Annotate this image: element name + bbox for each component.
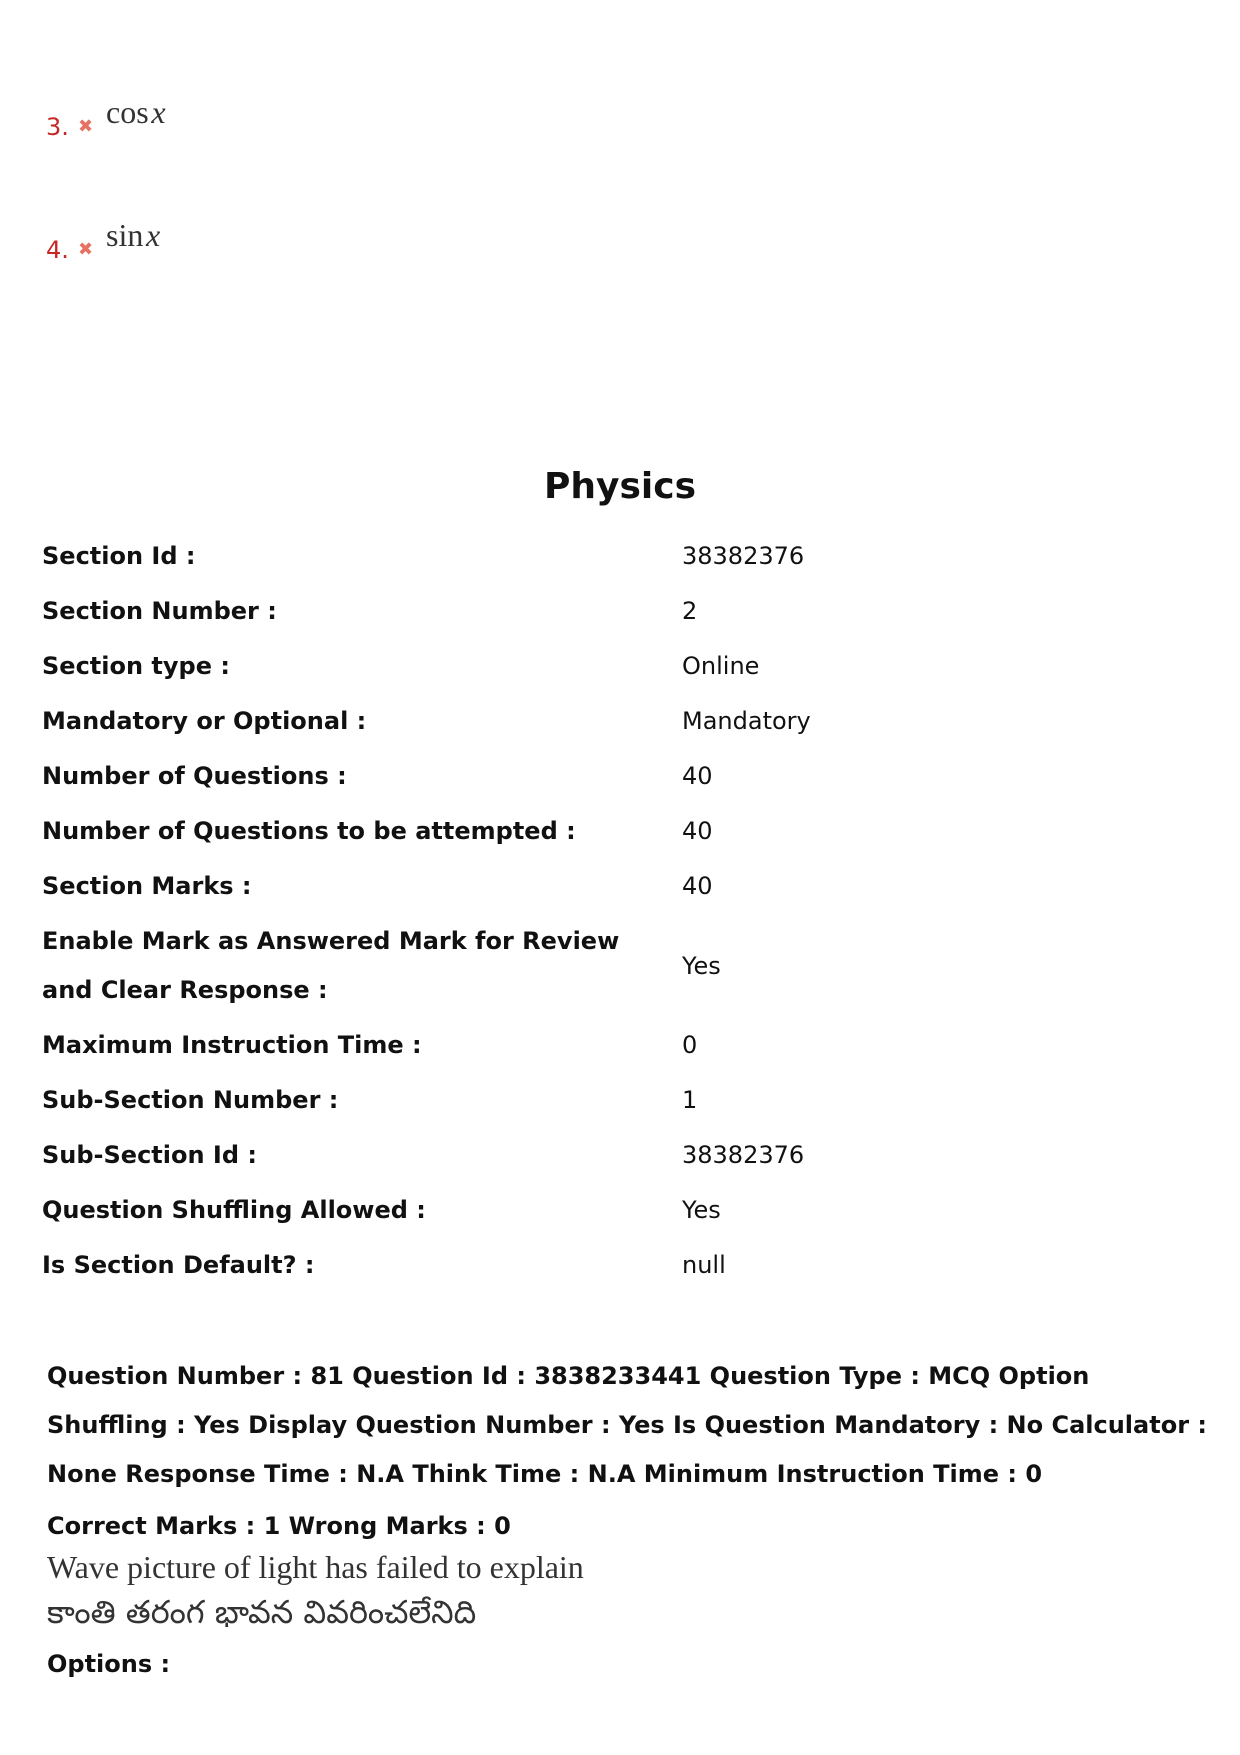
info-value: 38382376 <box>682 542 805 570</box>
info-value: 40 <box>682 817 713 845</box>
info-label: Section Number : <box>42 597 277 625</box>
section-info-row <box>42 914 1202 1018</box>
math-variable: x <box>151 94 166 130</box>
info-label: Section type : <box>42 652 230 680</box>
info-label: Question Shuffling Allowed : <box>42 1196 426 1224</box>
math-variable: x <box>146 217 161 253</box>
info-label: Mandatory or Optional : <box>42 707 367 735</box>
section-info-row <box>42 1183 1202 1238</box>
question-text-english: Wave picture of light has failed to explain <box>47 1549 584 1585</box>
wrong-mark-icon: ✖ <box>78 116 94 137</box>
option-4 <box>46 217 161 264</box>
info-label: Maximum Instruction Time : <box>42 1031 422 1059</box>
option-3 <box>46 94 166 141</box>
option-number: 4. <box>46 236 69 264</box>
info-value: 0 <box>682 1031 698 1059</box>
math-function: cos <box>106 94 149 130</box>
section-info-row <box>42 694 1202 749</box>
option-expression <box>106 217 160 254</box>
section-info-row <box>42 639 1202 694</box>
section-info-row <box>42 804 1202 859</box>
info-label: Sub-Section Id : <box>42 1141 257 1169</box>
section-info-row <box>42 1018 1202 1073</box>
info-label: Section Id : <box>42 542 196 570</box>
info-label: Number of Questions to be attempted : <box>42 817 576 845</box>
info-value: Online <box>682 652 760 680</box>
option-expression <box>106 94 166 131</box>
info-label: Number of Questions : <box>42 762 347 790</box>
section-info-row <box>42 1128 1202 1183</box>
info-value: 40 <box>682 762 713 790</box>
info-value: Yes <box>682 1196 721 1224</box>
info-value: 38382376 <box>682 1141 805 1169</box>
info-label: Is Section Default? : <box>42 1251 315 1279</box>
section-title: Physics <box>543 466 696 507</box>
section-info-row <box>42 859 1202 914</box>
section-info-row <box>42 1238 1202 1293</box>
question-header: Question Number : 81 Question Id : 3838233441 Question Type : MCQ Option Shuffling : Yes Display Question Number : Yes Is Question Mandatory : No Calculator : None Response Time : N.A Think Time : N.A Minimum Instruction Time : 0 <box>47 1362 1207 1488</box>
info-label: Sub-Section Number : <box>42 1086 339 1114</box>
question-text-telugu: కాంతి తరంగ భావన వివరించలేనిది <box>47 1593 477 1631</box>
question-block <box>47 1352 1207 1689</box>
info-label: Enable Mark as Answered Mark for Review and Clear Response : <box>42 927 620 1004</box>
section-info-row <box>42 584 1202 639</box>
info-value: 40 <box>682 872 713 900</box>
info-value: 1 <box>682 1086 698 1114</box>
info-value: 2 <box>682 597 698 625</box>
section-info-row <box>42 749 1202 804</box>
section-info-row <box>42 1073 1202 1128</box>
info-value: null <box>682 1251 726 1279</box>
section-info-table <box>42 529 1202 1293</box>
wrong-mark-icon: ✖ <box>78 239 94 260</box>
options-label: Options : <box>47 1650 171 1678</box>
info-value: Mandatory <box>682 707 811 735</box>
question-marks: Correct Marks : 1 Wrong Marks : 0 <box>47 1512 511 1540</box>
math-function: sin <box>106 217 144 253</box>
option-number: 3. <box>46 113 69 141</box>
info-value: Yes <box>682 951 721 980</box>
info-label: Section Marks : <box>42 872 252 900</box>
section-info-row <box>42 529 1202 584</box>
